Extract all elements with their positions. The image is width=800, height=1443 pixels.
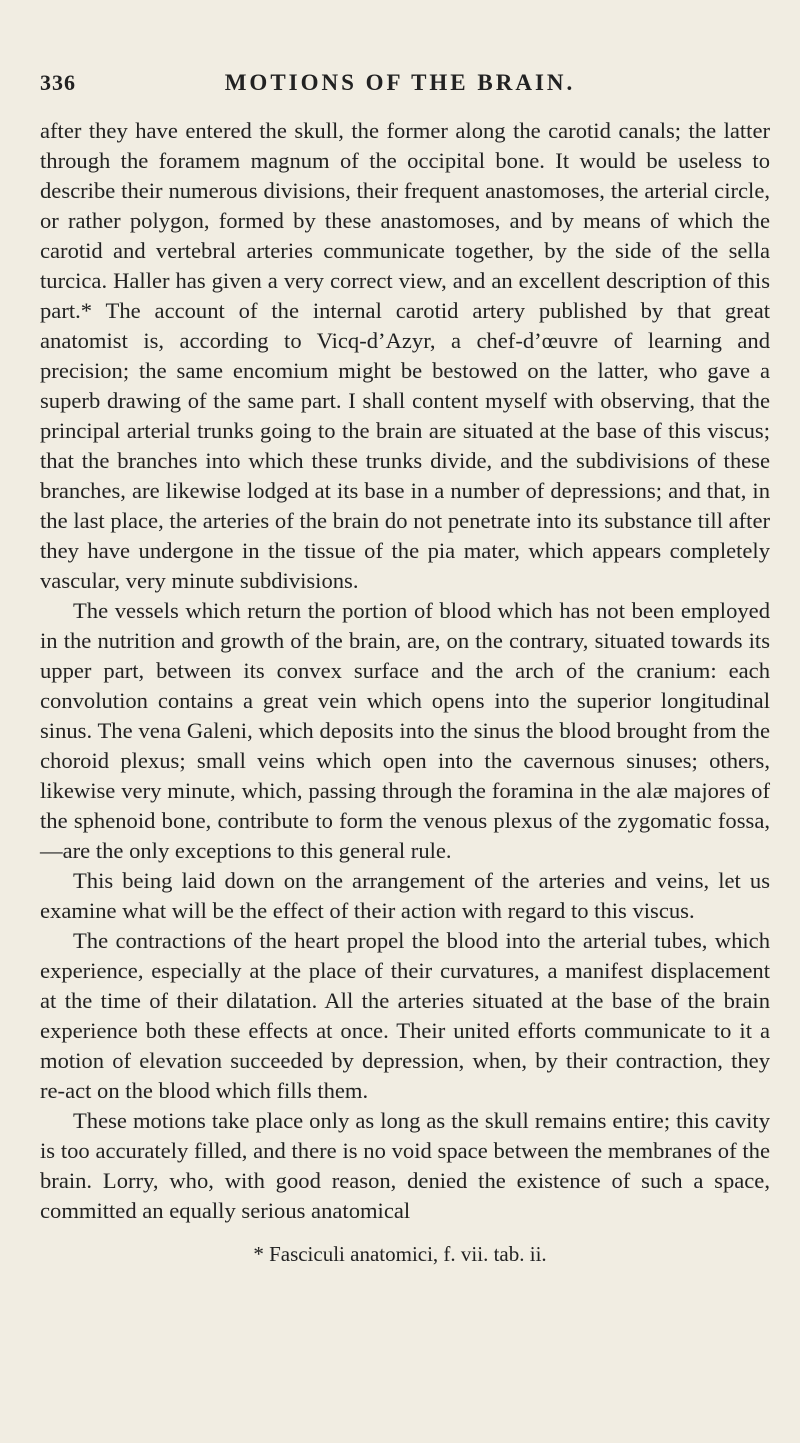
page-header <box>40 70 760 106</box>
paragraph: The contractions of the heart propel the blood into the arterial tubes, which experience, especially at the place of their curvatures, a manifest displacement at the time of their dilatation. All the arteries situated at the base of the brain experience both these effects at once. Their united efforts communicate to it a motion of elevation succeeded by depression, when, by their contraction, they re-act on the blood which fills them. <box>40 928 770 1103</box>
paragraph: after they have entered the skull, the former along the carotid canals; the latter through the foramem magnum of the occipital bone. It would be useless to describe their numerous divisions, their frequent anastomoses, the arterial circle, or rather polygon, formed by these anastomoses, and by means of which the carotid and vertebral arteries communicate together, by the side of the sella turcica. Haller has given a very correct view, and an excellent description of this part.* The account of the internal carotid artery published by that great anatomist is, according to Vicq-d’Azyr, a chef-d’œuvre of learning and precision; the same encomium might be bestowed on the latter, who gave a superb drawing of the same part. I shall content myself with observing, that the principal arterial trunks going to the brain are situated at the base of this viscus; that the branches into which these trunks divide, and the subdivisions of these branches, are likewise lodged at its base in a number of depressions; and that, in the last place, the arteries of the brain do not penetrate into its substance till after they have undergone in the tissue of the pia mater, which appears completely vascular, very minute subdivisions. <box>40 118 770 593</box>
body-text <box>40 116 770 1226</box>
paragraph: The vessels which return the portion of blood which has not been employed in the nutrition and growth of the brain, are, on the contrary, situated towards its upper part, between its convex surface and the arch of the cranium: each convolution contains a great vein which opens into the superior longitudinal sinus. The vena Galeni, which deposits into the sinus the blood brought from the choroid plexus; small veins which open into the cavernous sinuses; others, likewise very minute, which, passing through the foramina in the alæ majores of the sphenoid bone, contribute to form the venous plexus of the zygomatic fossa,—are the only exceptions to this general rule. <box>40 598 770 863</box>
paragraph: This being laid down on the arrangement of the arteries and veins, let us examine what will be the effect of their action with regard to this viscus. <box>40 868 770 923</box>
page-number: 336 <box>40 70 76 95</box>
paragraph: These motions take place only as long as the skull remains entire; this cavity is too accurately filled, and there is no void space between the membranes of the brain. Lorry, who, with good reason, denied the existence of such a space, committed an equally serious anatomical <box>40 1108 770 1223</box>
running-head: MOTIONS OF THE BRAIN. <box>224 70 576 95</box>
footnote: * Fasciculi anatomici, f. vii. tab. ii. <box>253 1242 547 1266</box>
